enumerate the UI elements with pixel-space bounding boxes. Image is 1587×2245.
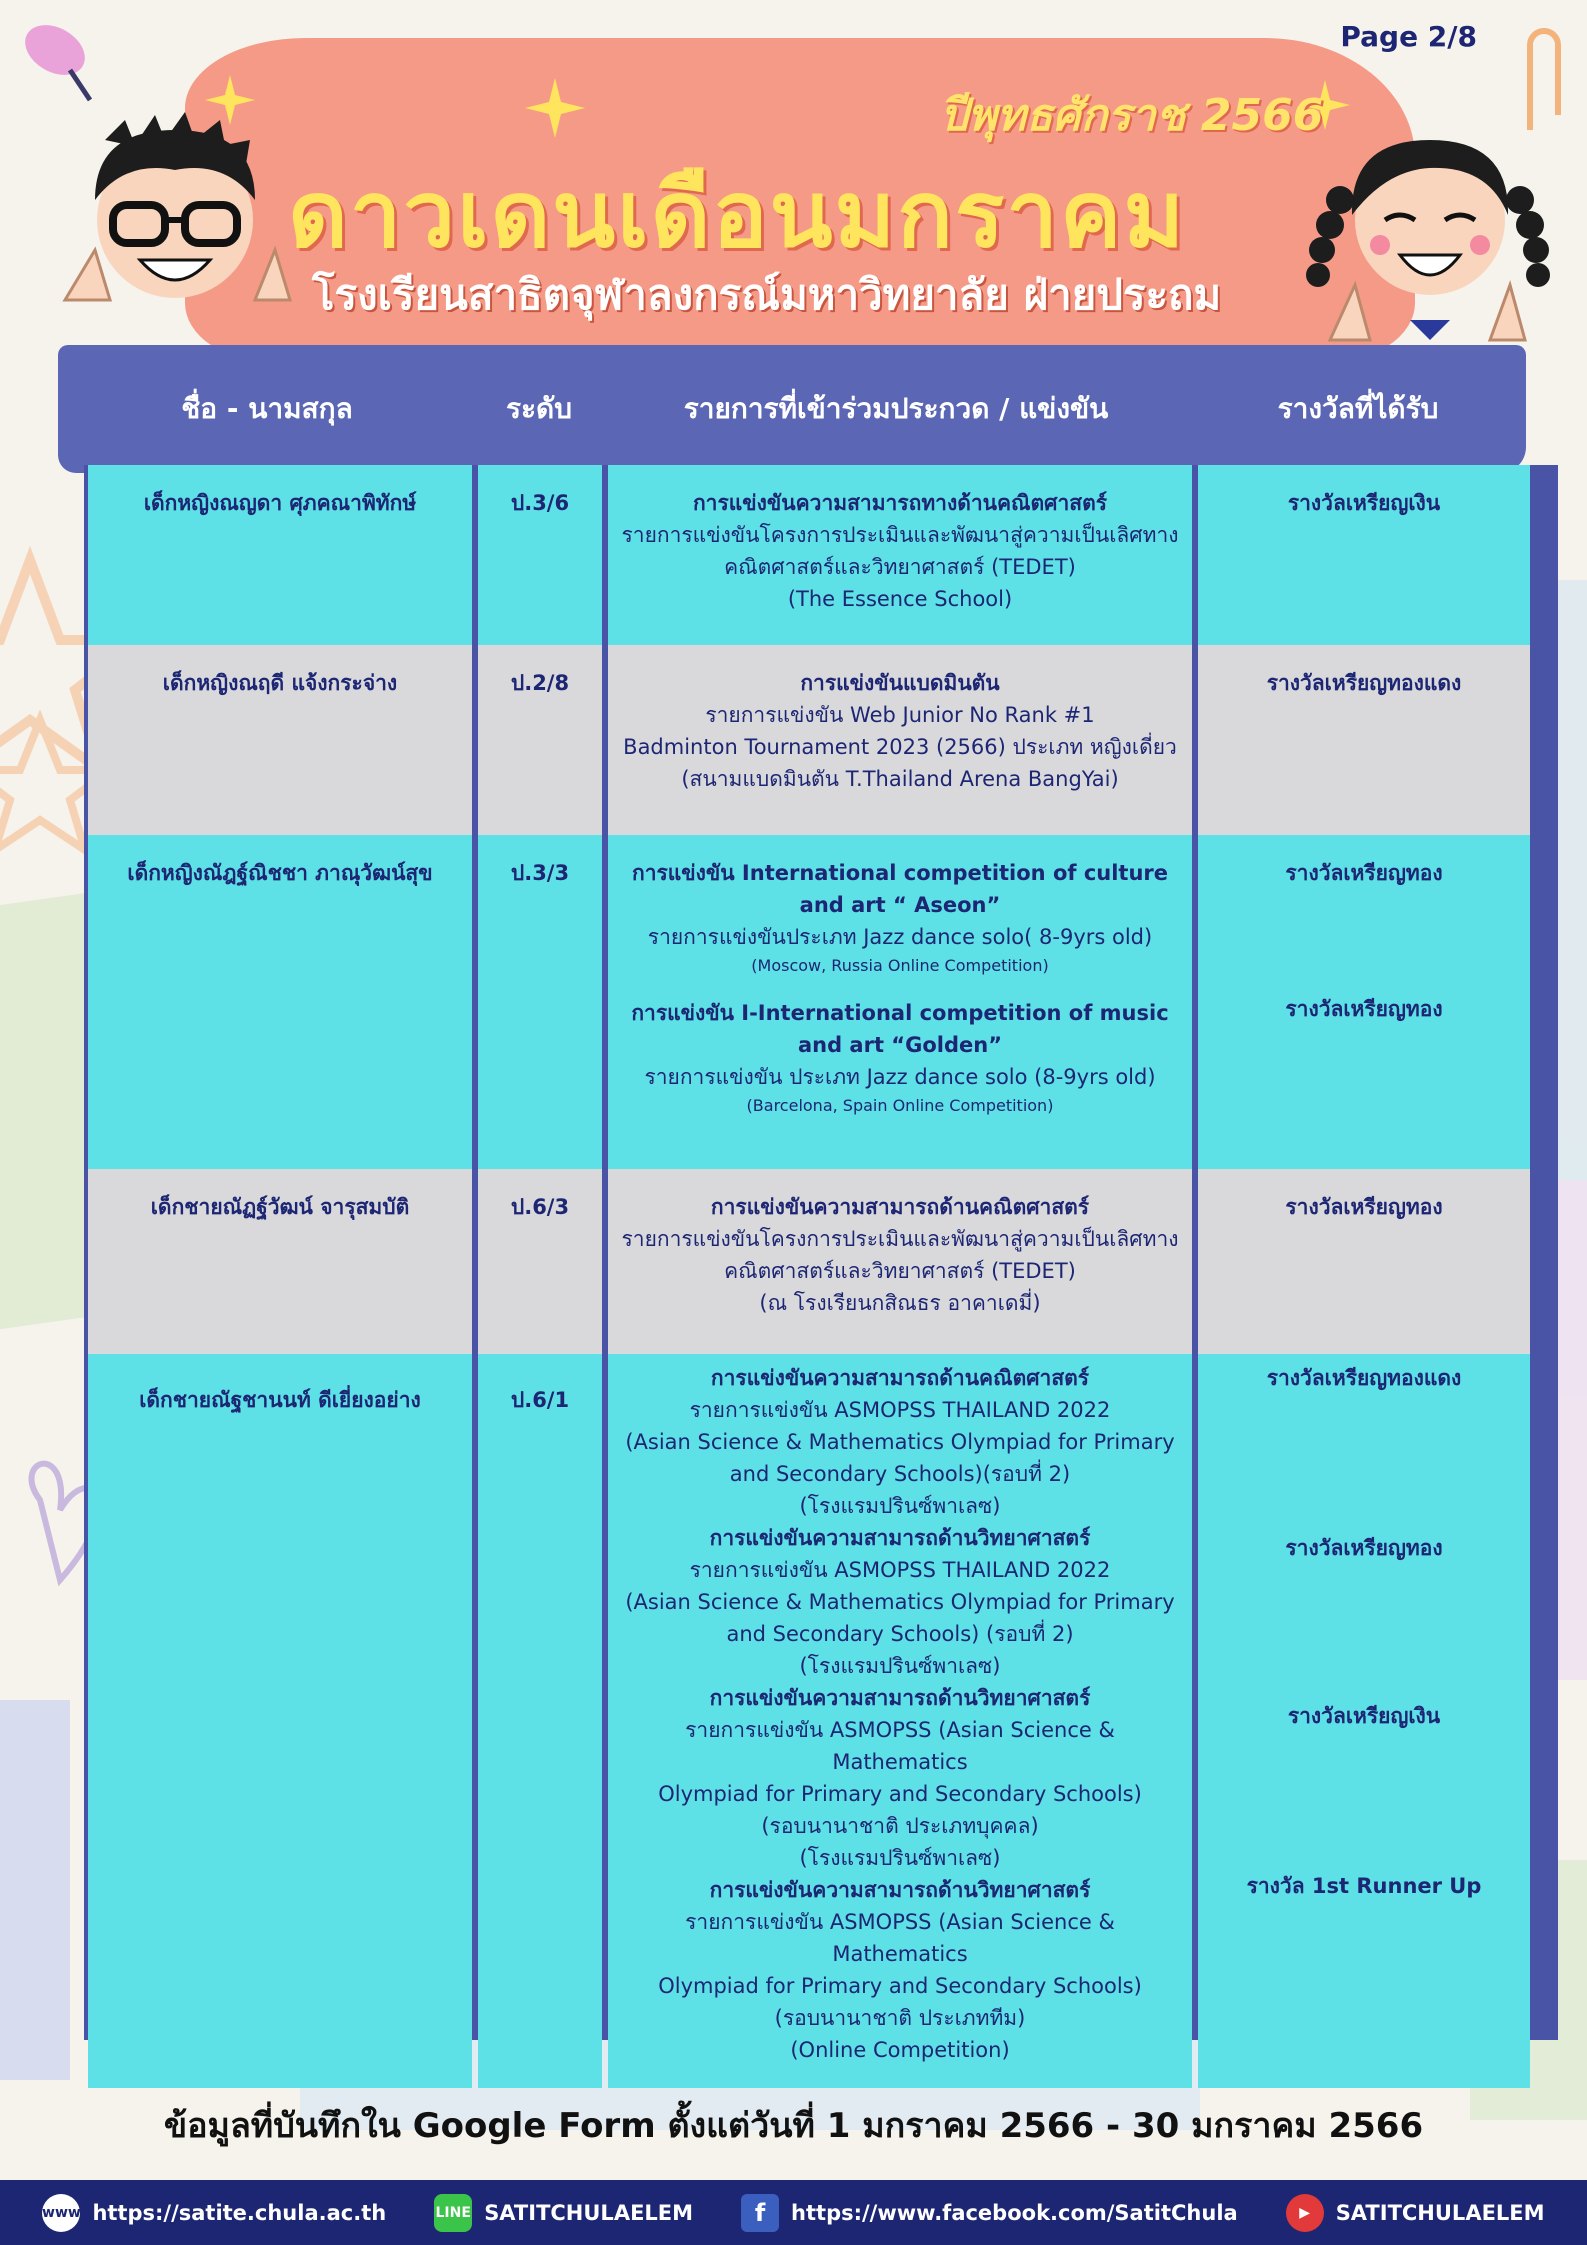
- data-source-note: ข้อมูลที่บันทึกใน Google Form ตั้งแต่วันที่ 1 มกราคม 2566 - 30 มกราคม 2566: [163, 2106, 1424, 2146]
- student-level: ป.3/6: [478, 465, 602, 645]
- www-icon: www: [42, 2194, 80, 2232]
- award-label: รางวัล 1st Runner Up: [1246, 1874, 1482, 1898]
- student-name: เด็กชายณัฐชานนท์ ดีเยี่ยงอย่าง: [88, 1354, 472, 2088]
- competition-detail: รายการแข่งขันโครงการประเมินและพัฒนาสู่ความเป็นเลิศทาง: [621, 523, 1179, 547]
- award-cell: [1198, 835, 1530, 1169]
- competition-detail: รายการแข่งขัน Web Junior No Rank #1: [705, 703, 1095, 727]
- competition-detail: คณิตศาสตร์และวิทยาศาสตร์ (TEDET): [724, 555, 1076, 579]
- competition-detail: รายการแข่งขัน ASMOPSS (Asian Science & Mathematics: [685, 1910, 1115, 1966]
- award-label: รางวัลเหรียญทองแดง: [1266, 671, 1462, 695]
- competition-detail: (สนามแบดมินตัน T.Thailand Arena BangYai): [681, 767, 1119, 791]
- competition-detail: (Asian Science & Mathematics Olympiad for Primary: [625, 1430, 1175, 1454]
- competition-detail: Badminton Tournament 2023 (2566) ประเภท หญิงเดี่ยว: [623, 735, 1177, 759]
- table-row: [88, 1354, 1554, 2062]
- competition-detail: (รอบนานาชาติ ประเภทบุคคล): [761, 1814, 1039, 1838]
- competition-title: การแข่งขันความสามารถด้านวิทยาศาสตร์: [709, 1686, 1091, 1710]
- youtube-link[interactable]: [1286, 2194, 1545, 2232]
- competition-title: การแข่งขันความสามารถทางด้านคณิตศาสตร์: [692, 491, 1108, 515]
- competition-title: การแข่งขัน International competition of culture and art “ Aseon”: [631, 861, 1169, 917]
- competition-detail: คณิตศาสตร์และวิทยาศาสตร์ (TEDET): [724, 1259, 1076, 1283]
- facebook-link-label: https://www.facebook.com/SatitChula: [791, 2200, 1238, 2225]
- award-label: รางวัลเหรียญทองแดง: [1266, 1366, 1462, 1390]
- competition-title: การแข่งขันความสามารถด้านคณิตศาสตร์: [710, 1195, 1090, 1219]
- award-label: รางวัลเหรียญเงิน: [1287, 1704, 1441, 1728]
- student-name: เด็กหญิงณฤดี แจ้งกระจ่าง: [88, 645, 472, 835]
- competition-detail: (ณ โรงเรียนกสิณธร อาคาเดมี่): [759, 1291, 1041, 1315]
- student-level: ป.3/3: [478, 835, 602, 1169]
- competition-detail: รายการแข่งขัน ASMOPSS THAILAND 2022: [689, 1398, 1111, 1422]
- youtube-link-label: SATITCHULAELEM: [1335, 2200, 1545, 2225]
- award-cell: [1198, 465, 1530, 645]
- competition-location: (Moscow, Russia Online Competition): [751, 956, 1049, 975]
- website-link[interactable]: [42, 2194, 386, 2232]
- award-cell: [1198, 1169, 1530, 1354]
- competition-detail: (รอบนานาชาติ ประเภททีม): [774, 2006, 1026, 2030]
- pushpin-icon: [10, 15, 100, 105]
- sparkle-icon: [525, 78, 585, 138]
- footer-contact-bar: [0, 2180, 1587, 2245]
- facebook-link[interactable]: [741, 2194, 1238, 2232]
- table-row: [88, 835, 1554, 1169]
- column-header-name: ชื่อ - นามสกุล: [181, 392, 353, 425]
- youtube-icon: ▶: [1286, 2194, 1324, 2232]
- competition-cell: [608, 1354, 1192, 2088]
- competition-detail: รายการแข่งขันโครงการประเมินและพัฒนาสู่ความเป็นเลิศทาง: [621, 1227, 1179, 1251]
- table-row: [88, 645, 1554, 835]
- award-label: รางวัลเหรียญทอง: [1285, 997, 1443, 1021]
- column-header-award: รางวัลที่ได้รับ: [1277, 392, 1439, 425]
- competition-cell: [608, 645, 1192, 835]
- table-row: [88, 465, 1554, 645]
- student-name: เด็กหญิงณัฎฐ์ณิชชา ภาณุวัฒน์สุข: [88, 835, 472, 1169]
- website-link-label: https://satite.chula.ac.th: [92, 2200, 387, 2225]
- student-level: ป.6/3: [478, 1169, 602, 1354]
- competition-cell: [608, 465, 1192, 645]
- competition-detail: (โรงแรมปรินซ์พาเลซ): [799, 1654, 1001, 1678]
- table-row: [88, 1169, 1554, 1354]
- line-link[interactable]: [434, 2194, 693, 2232]
- award-cell: [1198, 1354, 1530, 2088]
- competition-detail: รายการแข่งขัน ASMOPSS (Asian Science & Mathematics: [685, 1718, 1115, 1774]
- competition-detail: Olympiad for Primary and Secondary Schools): [658, 1974, 1142, 1998]
- boy-character-illustration: [55, 100, 295, 340]
- student-name: เด็กหญิงณญดา ศุภคณาพิทักษ์: [88, 465, 472, 645]
- competition-detail: (โรงแรมปรินซ์พาเลซ): [799, 1494, 1001, 1518]
- student-name: เด็กชายณัฏฐ์วัฒน์ จารุสมบัติ: [88, 1169, 472, 1354]
- table-body: [84, 465, 1558, 2062]
- line-link-label: SATITCHULAELEM: [484, 2200, 694, 2225]
- competition-detail: รายการแข่งขัน ประเภท Jazz dance solo (8-9yrs old): [644, 1065, 1156, 1089]
- student-level: ป.2/8: [478, 645, 602, 835]
- facebook-icon: f: [741, 2194, 779, 2232]
- competition-detail: รายการแข่งขันประเภท Jazz dance solo( 8-9yrs old): [647, 925, 1153, 949]
- competition-title: การแข่งขันแบดมินตัน: [800, 671, 1000, 695]
- student-level: ป.6/1: [478, 1354, 602, 2088]
- award-label: รางวัลเหรียญทอง: [1285, 1536, 1443, 1560]
- competition-title: การแข่งขัน I-International competition of music and art “Golden”: [631, 1001, 1169, 1057]
- girl-character-illustration: [1300, 110, 1550, 370]
- competition-detail: and Secondary Schools)(รอบที่ 2): [729, 1462, 1071, 1486]
- page-number: Page 2/8: [1340, 20, 1477, 53]
- competition-detail: (Online Competition): [790, 2038, 1010, 2062]
- competition-title: การแข่งขันความสามารถด้านวิทยาศาสตร์: [709, 1878, 1091, 1902]
- competition-detail: (โรงแรมปรินซ์พาเลซ): [799, 1846, 1001, 1870]
- line-icon: LINE: [434, 2194, 472, 2232]
- competition-title: การแข่งขันความสามารถด้านวิทยาศาสตร์: [709, 1526, 1091, 1550]
- competition-location: (Barcelona, Spain Online Competition): [746, 1096, 1054, 1115]
- school-subtitle: โรงเรียนสาธิตจุฬาลงกรณ์มหาวิทยาลัย ฝ่ายประถม: [312, 270, 1222, 319]
- competition-cell: [608, 1169, 1192, 1354]
- award-label: รางวัลเหรียญทอง: [1285, 1195, 1443, 1219]
- competition-detail: Olympiad for Primary and Secondary Schools): [658, 1782, 1142, 1806]
- competition-title: การแข่งขันความสามารถด้านคณิตศาสตร์: [710, 1366, 1090, 1390]
- competition-detail: (Asian Science & Mathematics Olympiad for Primary: [625, 1590, 1175, 1614]
- year-label: ปีพุทธศักราช 2566: [940, 90, 1324, 141]
- column-header-competition: รายการที่เข้าร่วมประกวด / แข่งขัน: [683, 392, 1109, 425]
- competition-detail: and Secondary Schools) (รอบที่ 2): [726, 1622, 1074, 1646]
- competition-detail: (The Essence School): [787, 587, 1013, 611]
- award-cell: [1198, 645, 1530, 835]
- column-header-level: ระดับ: [505, 392, 573, 425]
- award-label: รางวัลเหรียญทอง: [1285, 861, 1443, 885]
- competition-cell: [608, 835, 1192, 1169]
- competition-detail: รายการแข่งขัน ASMOPSS THAILAND 2022: [689, 1558, 1111, 1582]
- award-label: รางวัลเหรียญเงิน: [1287, 491, 1441, 515]
- page-title: ดาวเดนเดือนมกราคม: [288, 161, 1187, 268]
